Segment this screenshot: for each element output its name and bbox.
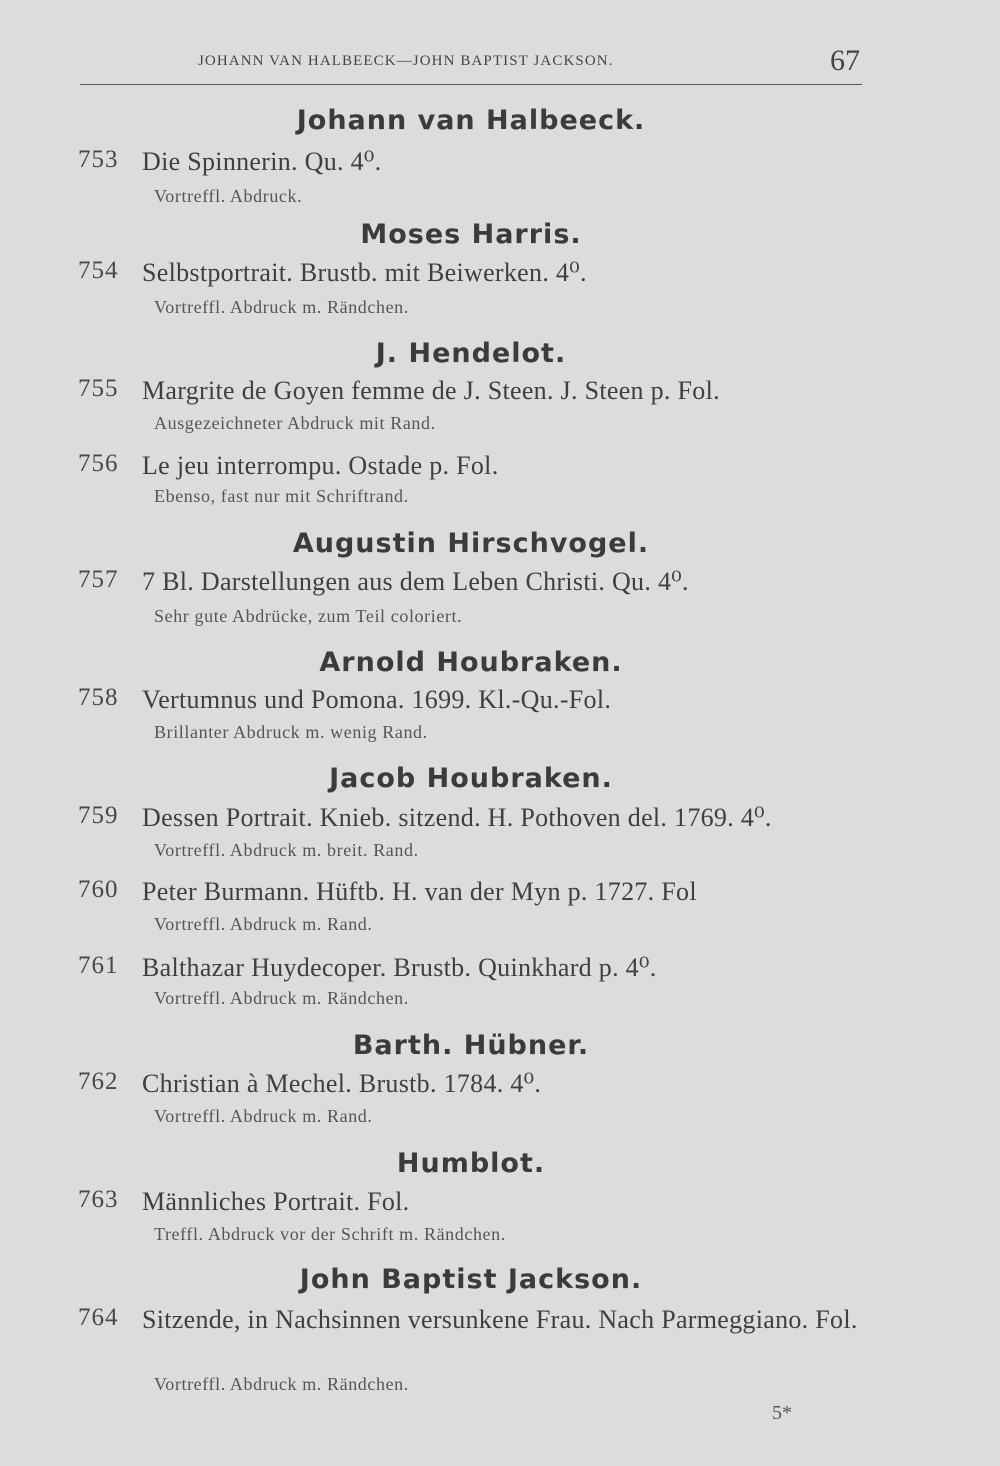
entry-number: 759 — [78, 802, 119, 829]
entry-title: Männliches Portrait. Fol. — [142, 1187, 410, 1216]
entry-note: Vortreffl. Abdruck m. Rand. — [154, 914, 373, 934]
entry-number: 762 — [78, 1068, 119, 1095]
entry-note: Sehr gute Abdrücke, zum Teil coloriert. — [154, 606, 463, 626]
entry-number: 757 — [78, 566, 119, 593]
entry-title: Christian à Mechel. Brustb. 1784. 4⁰. — [142, 1069, 542, 1098]
signature-mark: 5* — [772, 1402, 792, 1424]
running-head — [80, 44, 862, 85]
entry-note: Vortreffl. Abdruck m. Rändchen. — [154, 297, 409, 317]
entry-note: Ebenso, fast nur mit Schriftrand. — [154, 486, 409, 506]
entry-note: Brillanter Abdruck m. wenig Rand. — [154, 722, 428, 742]
entry-note: Ausgezeichneter Abdruck mit Rand. — [154, 413, 436, 433]
artist-heading: Jacob Houbraken. — [329, 763, 613, 794]
entry-number: 764 — [78, 1304, 119, 1331]
entry-title: Peter Burmann. Hüftb. H. van der Myn p. 1727. Fol — [142, 877, 697, 906]
artist-heading: J. Hendelot. — [375, 338, 567, 369]
page-number: 67 — [830, 44, 860, 77]
entry-number: 753 — [78, 146, 119, 173]
entry-title: Balthazar Huydecoper. Brustb. Quinkhard p. 4⁰. — [142, 953, 657, 982]
running-head-title: JOHANN VAN HALBEECK—JOHN BAPTIST JACKSON. — [198, 53, 614, 69]
entry-title: Vertumnus und Pomona. 1699. Kl.-Qu.-Fol. — [142, 685, 612, 714]
artist-heading: Humblot. — [396, 1148, 546, 1179]
entry-note: Vortreffl. Abdruck. — [154, 186, 303, 206]
artist-heading: Barth. Hübner. — [352, 1030, 590, 1061]
entry-note: Vortreffl. Abdruck m. breit. Rand. — [154, 840, 419, 860]
entry-number: 763 — [78, 1186, 119, 1213]
artist-heading: John Baptist Jackson. — [299, 1264, 643, 1295]
entry-note: Vortreffl. Abdruck m. Rand. — [154, 1106, 373, 1126]
entry-title: Le jeu interrompu. Ostade p. Fol. — [142, 451, 499, 480]
entry-note: Treffl. Abdruck vor der Schrift m. Rändchen. — [154, 1224, 506, 1244]
artist-heading: Arnold Houbraken. — [319, 647, 623, 678]
entry-title: Sitzende, in Nachsinnen versunkene Frau. Nach Parmeggiano. Fol. — [142, 1305, 858, 1334]
artist-heading: Augustin Hirschvogel. — [292, 528, 650, 559]
entry-note: Vortreffl. Abdruck m. Rändchen. — [154, 988, 409, 1008]
entry-number: 754 — [78, 257, 119, 284]
entry-number: 760 — [78, 876, 119, 903]
entry-note: Vortreffl. Abdruck m. Rändchen. — [154, 1374, 409, 1394]
artist-heading: Moses Harris. — [360, 219, 582, 250]
entry-title: 7 Bl. Darstellungen aus dem Leben Christi. Qu. 4⁰. — [142, 567, 689, 596]
artist-heading: Johann van Halbeeck. — [296, 105, 646, 136]
entry-title: Dessen Portrait. Knieb. sitzend. H. Pothoven del. 1769. 4⁰. — [142, 803, 772, 832]
entry-title: Margrite de Goyen femme de J. Steen. J. Steen p. Fol. — [142, 376, 720, 405]
entry-number: 758 — [78, 684, 119, 711]
entry-title: Selbstportrait. Brustb. mit Beiwerken. 4⁰. — [142, 258, 587, 287]
entry-number: 761 — [78, 952, 119, 979]
entry-title: Die Spinnerin. Qu. 4⁰. — [142, 147, 382, 176]
entry-number: 755 — [78, 375, 119, 402]
entry-number: 756 — [78, 450, 119, 477]
